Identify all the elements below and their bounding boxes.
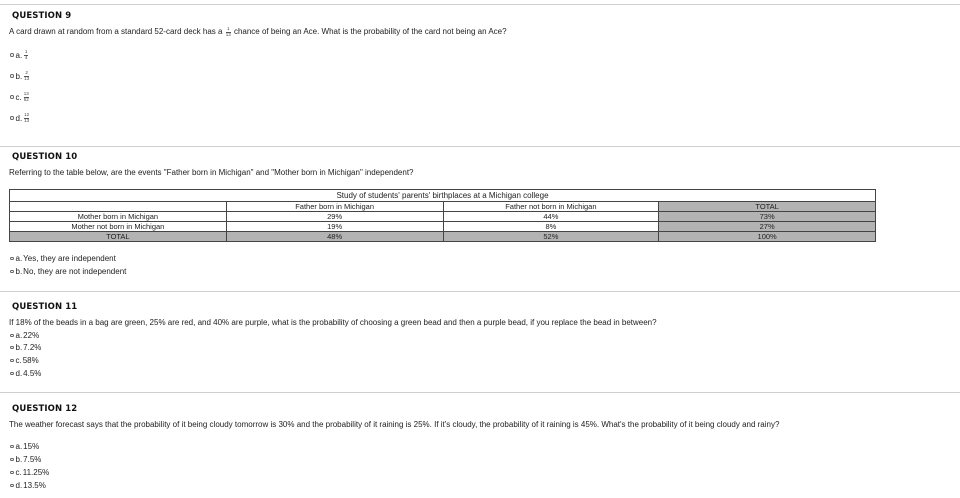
option-label: a. [15,50,23,60]
table-col-header-total: TOTAL [659,202,876,212]
fraction-numerator: 13 [23,91,29,96]
option-text: 7.5% [23,455,42,464]
q9-option-d[interactable] [10,113,30,123]
fraction-numerator: 2 [25,70,28,75]
table-cell-total: 73% [659,212,876,222]
question-12-header: QUESTION 12 [12,404,78,414]
table-title: Study of students' parents' birthplaces at a Michigan college [10,190,876,202]
question-9-text-fraction [226,27,231,37]
question-11-text: If 18% of the beads in a bag are green, 25% are red, and 40% are purple, what is the probability of choosing a green bead and then a purple bead, if you replace the bead in between? [9,318,657,327]
table-row-label: Mother not born in Michigan [10,222,227,232]
question-9-section [0,4,960,5]
option-label: d. [15,369,23,378]
question-11-section [0,291,960,292]
question-9-text [9,27,507,37]
option-text: 22% [23,331,40,340]
fraction-denominator: 4 [24,55,28,60]
option-label: c. [15,356,22,365]
radio-button[interactable] [10,346,14,350]
question-12-text: The weather forecast says that the probability of it being cloudy tomorrow is 30% and the probability of it raining is 25%. If it's cloudy, the probability of it raining is 45%. What's the probability of it being cloudy and rainy? [9,420,780,429]
fraction-denominator: 13 [225,32,231,37]
option-label: b. [15,267,23,276]
option-label: c. [15,468,22,477]
table-col-header: Father born in Michigan [226,202,443,212]
q9-option-c[interactable] [10,92,30,102]
option-text: 13.5% [23,481,46,490]
q11-option-a[interactable] [10,331,39,340]
question-9-text-before: A card drawn at random from a standard 52-card deck has a [9,27,223,37]
option-label: b. [15,455,23,464]
q12-option-a[interactable] [10,442,39,451]
option-label: b. [15,343,23,352]
option-text: No, they are not independent [23,267,127,276]
radio-button[interactable] [10,445,14,449]
question-10-section [0,146,960,147]
option-text: 4.5% [23,369,42,378]
question-9-header: QUESTION 9 [12,11,72,21]
radio-button[interactable] [10,458,14,462]
radio-button[interactable] [10,334,14,338]
table-cell: 44% [443,212,659,222]
radio-button[interactable] [10,372,14,376]
option-text: 11.25% [22,468,50,477]
radio-button[interactable] [10,471,14,475]
table-cell-total: 52% [443,232,659,242]
table-row-label: TOTAL [10,232,227,242]
option-fraction [24,50,28,60]
fraction-denominator: 52 [23,97,29,102]
q11-option-c[interactable] [10,356,39,365]
fraction-denominator: 13 [24,118,30,123]
q10-option-a[interactable] [10,254,116,263]
radio-button[interactable] [10,95,14,99]
fraction-numerator: 1 [226,26,230,31]
q9-option-b[interactable] [10,71,30,81]
radio-button[interactable] [10,359,14,363]
question-10-header: QUESTION 10 [12,152,78,162]
option-fraction [24,71,29,81]
option-label: d. [15,481,23,490]
option-label: b. [15,71,23,81]
radio-button[interactable] [10,74,14,78]
q12-option-b[interactable] [10,455,41,464]
option-text: Yes, they are independent [23,254,116,263]
option-text: 7.2% [23,343,42,352]
q9-option-a[interactable] [10,50,29,60]
q11-option-d[interactable] [10,369,41,378]
option-text: 58% [22,356,39,365]
q11-option-b[interactable] [10,343,41,352]
option-label: c. [15,92,22,102]
radio-button[interactable] [10,270,14,274]
q12-option-d[interactable] [10,481,46,490]
option-label: a. [15,331,23,340]
table-cell-total: 27% [659,222,876,232]
option-label: a. [15,442,23,451]
radio-button[interactable] [10,116,14,120]
fraction-numerator: 1 [24,49,28,54]
q12-option-c[interactable] [10,468,49,477]
option-label: d. [15,113,23,123]
option-fraction [24,92,29,102]
table-row-total [10,232,876,242]
radio-button[interactable] [10,257,14,261]
table-col-header: Father not born in Michigan [443,202,659,212]
table-cell: 19% [226,222,443,232]
table-row [10,212,876,222]
option-label: a. [15,254,23,263]
radio-button[interactable] [10,484,14,488]
table-cell-total: 48% [226,232,443,242]
question-12-section [0,392,960,393]
question-9-text-after: chance of being an Ace. What is the probability of the card not being an Ace? [233,27,507,37]
table-row-label: Mother born in Michigan [10,212,227,222]
radio-button[interactable] [10,53,14,57]
table-corner-cell [10,202,227,212]
question-10-text: Referring to the table below, are the events "Father born in Michigan" and "Mother born in Michigan" independent? [9,168,414,177]
fraction-numerator: 12 [24,112,30,117]
table-cell: 29% [226,212,443,222]
q10-option-b[interactable] [10,267,126,276]
fraction-denominator: 13 [24,76,30,81]
table-cell: 8% [443,222,659,232]
question-11-header: QUESTION 11 [12,302,78,312]
birthplace-table [9,189,876,242]
option-text: 15% [23,442,40,451]
option-fraction [24,113,29,123]
table-cell-total: 100% [659,232,876,242]
table-row [10,222,876,232]
